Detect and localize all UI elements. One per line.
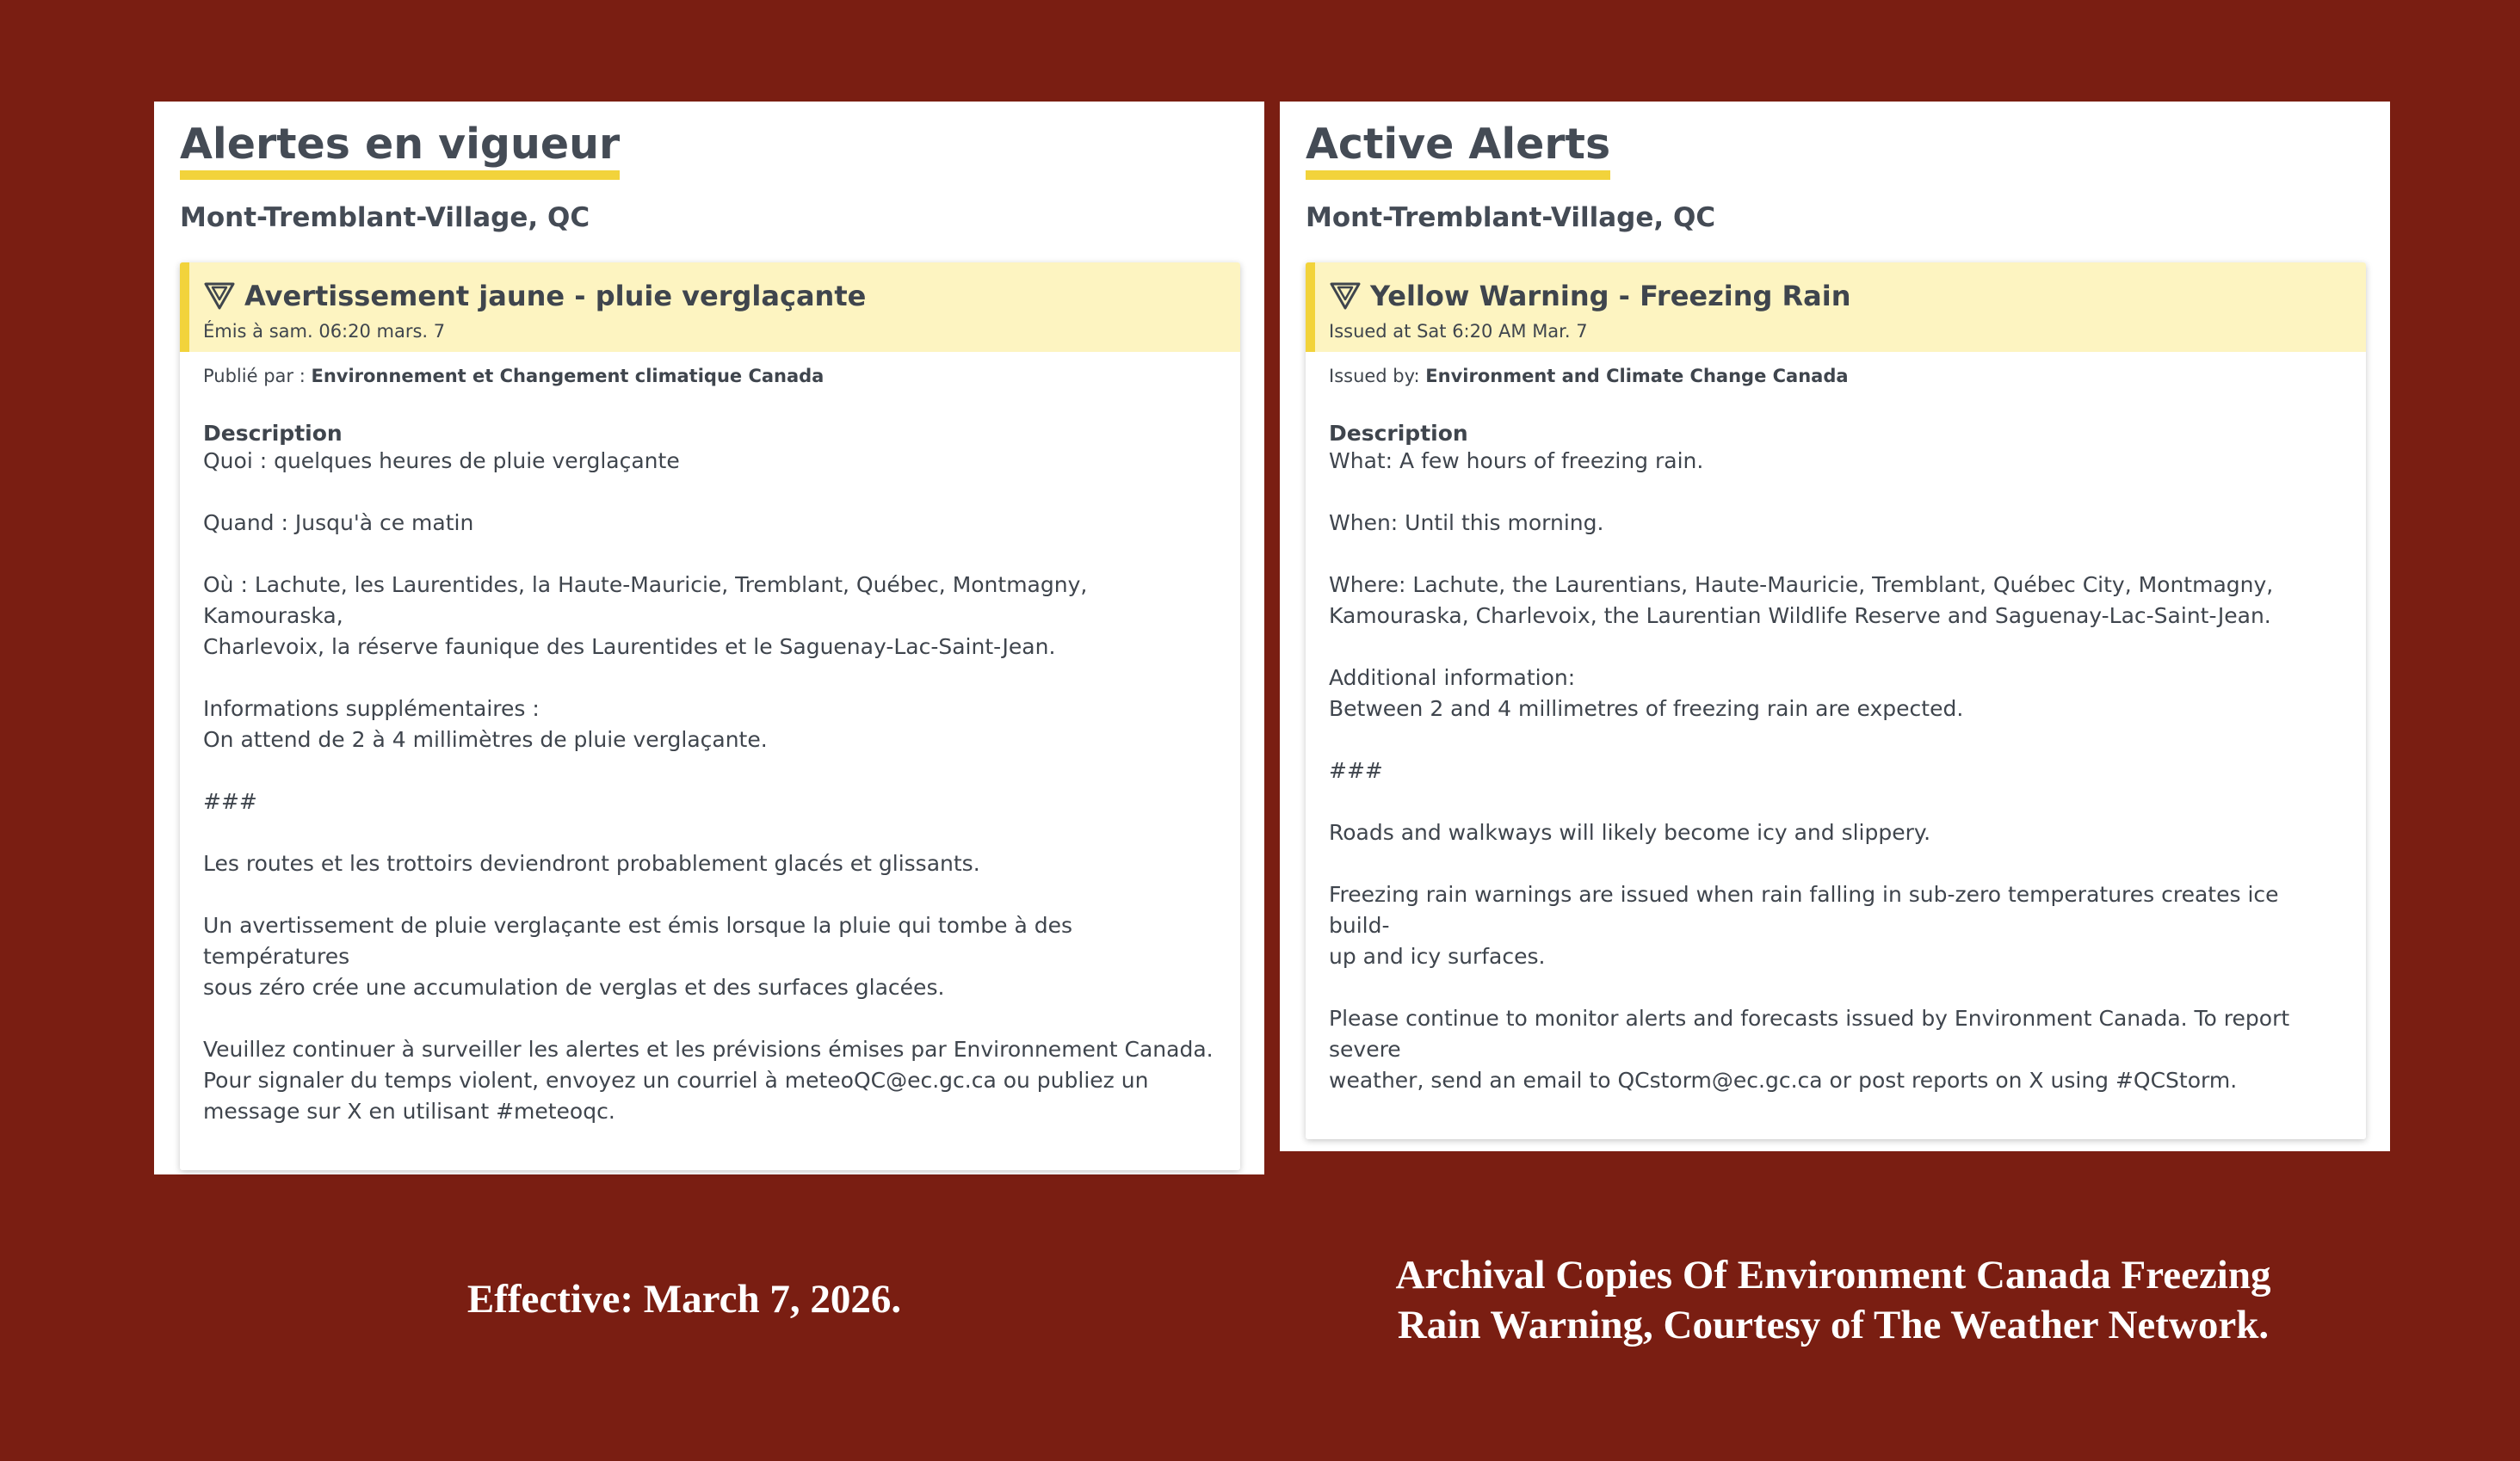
caption-archival-note (1368, 1250, 2298, 1350)
paragraph-gap (1329, 539, 2342, 570)
description-line: Informations supplémentaires : (203, 696, 540, 722)
description-line: message sur X en utilisant #meteoqc. (203, 1099, 615, 1125)
paragraph-gap (1329, 632, 2342, 663)
paragraph-gap (203, 755, 1216, 786)
description-label: Description (203, 421, 343, 447)
description-line: weather, send an email to QCstorm@ec.gc.ca or post reports on X using #QCStorm. (1329, 1068, 2238, 1094)
caption-effective-date: Effective: March 7, 2026. (466, 1277, 902, 1322)
alert-body (180, 352, 1240, 1170)
caption-line-1: Archival Copies Of Environment Canada Freezing (1395, 1253, 2271, 1298)
paragraph-gap (1329, 848, 2342, 879)
description-text (1329, 446, 2342, 1096)
description-line: Between 2 and 4 millimetres of freezing rain are expected. (1329, 696, 1964, 722)
caption-line-2: Rain Warning, Courtesy of The Weather Network. (1397, 1303, 2270, 1347)
description-line: Quand : Jusqu'à ce matin (203, 510, 474, 536)
paragraph-gap (1329, 786, 2342, 817)
description-line: Please continue to monitor alerts and forecasts issued by Environment Canada. To report severe (1329, 1006, 2290, 1063)
description-line: Les routes et les trottoirs deviendront probablement glacés et glissants. (203, 851, 980, 877)
alert-header[interactable] (180, 262, 1240, 352)
description-line: Où : Lachute, les Laurentides, la Haute-Mauricie, Tremblant, Québec, Montmagny, Kamouraska, (203, 572, 1088, 629)
paragraph-gap (203, 879, 1216, 910)
description-line: Veuillez continuer à surveiller les alertes et les prévisions émises par Environnement Canada. (203, 1037, 1214, 1063)
publisher-line (1329, 366, 2342, 386)
description-line: On attend de 2 à 4 millimètres de pluie verglaçante. (203, 727, 768, 753)
publisher-label: Issued by: (1329, 366, 1426, 387)
description-text (203, 446, 1216, 1127)
alert-panel-english (1280, 102, 2390, 1151)
alert-body (1306, 352, 2366, 1139)
description-line: ### (203, 789, 257, 815)
alert-card (1306, 262, 2366, 1139)
description-line: Roads and walkways will likely become icy and slippery. (1329, 820, 1931, 846)
description-line: up and icy surfaces. (1329, 944, 1546, 970)
description-line: What: A few hours of freezing rain. (1329, 448, 1704, 474)
page-title: Alertes en vigueur (180, 120, 620, 180)
publisher-label: Publié par : (203, 366, 312, 387)
description-line: Additional information: (1329, 665, 1576, 691)
description-line: Where: Lachute, the Laurentians, Haute-Mauricie, Tremblant, Québec City, Montmagny, (1329, 572, 2274, 598)
paragraph-gap (203, 539, 1216, 570)
alert-title: Avertissement jaune - pluie verglaçante (244, 280, 867, 313)
page-title: Active Alerts (1306, 120, 1610, 180)
description-line: When: Until this morning. (1329, 510, 1604, 536)
warning-triangle-icon (1329, 281, 1362, 311)
paragraph-gap (203, 1003, 1216, 1034)
description-line: Un avertissement de pluie verglaçante est émis lorsque la pluie qui tombe à des températures (203, 913, 1073, 970)
alert-title: Yellow Warning - Freezing Rain (1370, 280, 1851, 313)
paragraph-gap (1329, 724, 2342, 755)
paragraph-gap (1329, 477, 2342, 508)
description-line: Kamouraska, Charlevoix, the Laurentian Wildlife Reserve and Saguenay-Lac-Saint-Jean. (1329, 603, 2271, 629)
description-line: Charlevoix, la réserve faunique des Laurentides et le Saguenay-Lac-Saint-Jean. (203, 634, 1056, 660)
paragraph-gap (1329, 972, 2342, 1003)
description-line: sous zéro crée une accumulation de verglas et des surfaces glacées. (203, 975, 945, 1001)
location-label: Mont-Tremblant-Village, QC (180, 202, 590, 234)
paragraph-gap (203, 663, 1216, 694)
publisher-line (203, 366, 1216, 386)
description-line: Pour signaler du temps violent, envoyez un courriel à meteoQC@ec.gc.ca ou publiez un (203, 1068, 1149, 1094)
issued-time: Émis à sam. 06:20 mars. 7 (203, 321, 446, 342)
paragraph-gap (203, 817, 1216, 848)
publisher-name: Environment and Climate Change Canada (1425, 366, 1849, 387)
paragraph-gap (203, 477, 1216, 508)
alert-header[interactable] (1306, 262, 2366, 352)
description-line: Freezing rain warnings are issued when rain falling in sub-zero temperatures creates ice build- (1329, 882, 2279, 939)
publisher-name: Environnement et Changement climatique Canada (311, 366, 825, 387)
warning-triangle-icon (203, 281, 236, 311)
description-line: ### (1329, 758, 1383, 784)
alert-panel-french (154, 102, 1264, 1174)
description-label: Description (1329, 421, 1468, 447)
alert-card (180, 262, 1240, 1170)
location-label: Mont-Tremblant-Village, QC (1306, 202, 1716, 234)
issued-time: Issued at Sat 6:20 AM Mar. 7 (1329, 321, 1588, 342)
description-line: Quoi : quelques heures de pluie verglaçante (203, 448, 680, 474)
